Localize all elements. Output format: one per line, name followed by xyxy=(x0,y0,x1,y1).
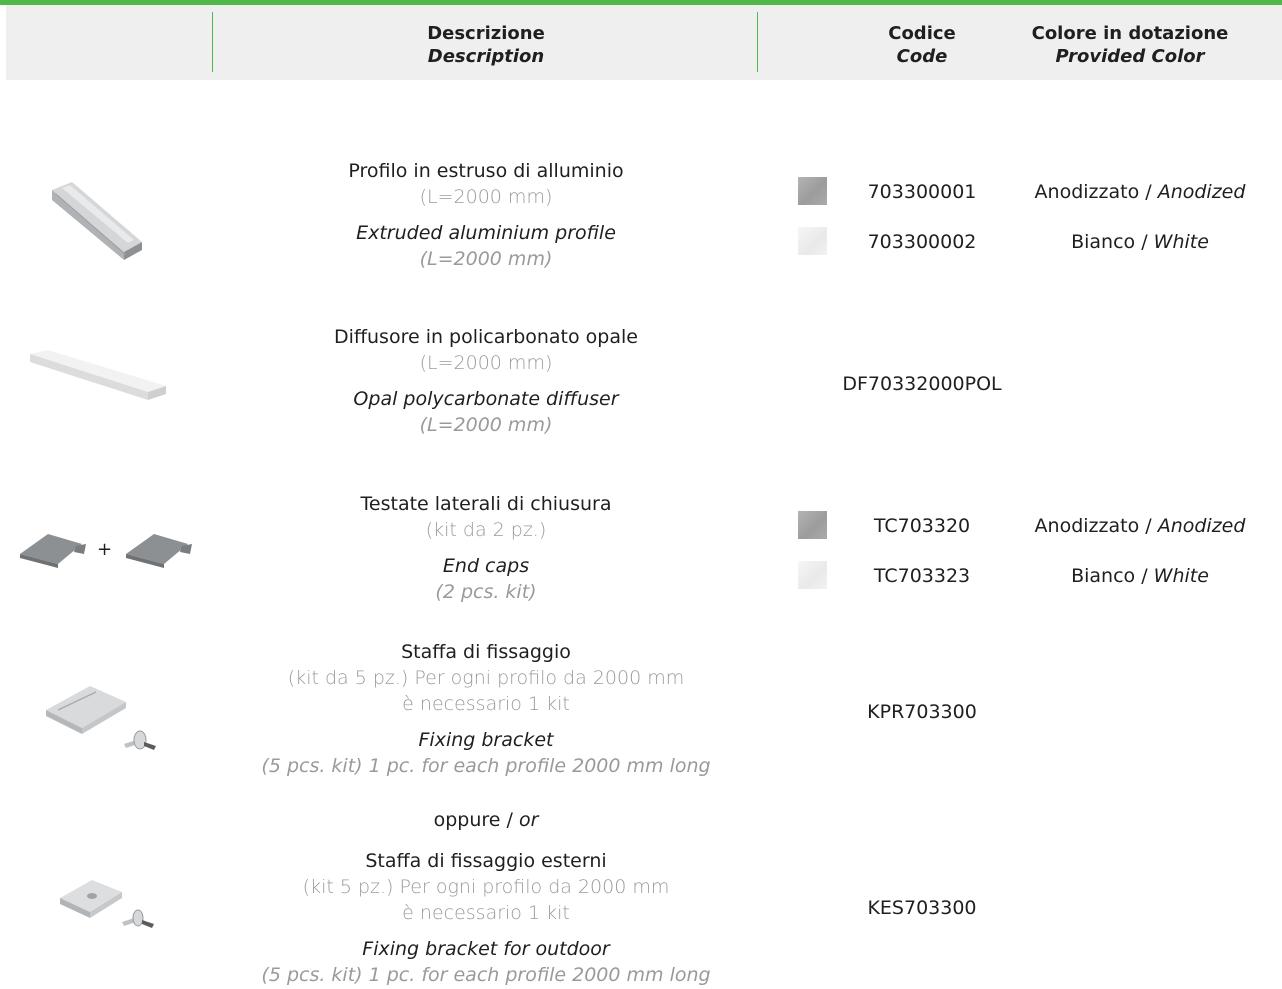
title-it: Diffusore in policarbonato opale xyxy=(334,326,638,348)
header-description xyxy=(286,22,686,68)
color-anodized: Anodizzato / Anodized xyxy=(1034,515,1246,537)
color-anodized: Anodizzato / Anodized xyxy=(1034,181,1246,203)
subtitle-it: (kit da 2 pz.) xyxy=(425,519,547,541)
row-endcaps-description xyxy=(286,491,686,605)
title-it: Staffa di fissaggio xyxy=(401,641,571,663)
code-703300001: 703300001 xyxy=(867,181,977,203)
fixing-bracket-image xyxy=(44,682,159,761)
outdoor-bracket-image xyxy=(58,876,158,940)
profile-image xyxy=(50,180,145,269)
subtitle-en: (2 pcs. kit) xyxy=(435,581,537,603)
white-swatch xyxy=(798,227,827,255)
color-white: Bianco / White xyxy=(1071,565,1209,587)
title-en: Opal polycarbonate diffuser xyxy=(353,388,619,410)
code-tc703320: TC703320 xyxy=(873,515,971,537)
subtitle-it-line1: (kit 5 pz.) Per ogni profilo da 2000 mm xyxy=(302,876,670,898)
code-df70332000pol: DF70332000POL xyxy=(842,373,1002,395)
header-description-it: Descrizione xyxy=(427,23,545,44)
end-cap-image xyxy=(18,530,88,574)
color-white: Bianco / White xyxy=(1071,231,1209,253)
subtitle-en: (5 pcs. kit) 1 pc. for each profile 2000 mm long xyxy=(261,964,711,986)
title-it: Testate laterali di chiusura xyxy=(360,493,612,515)
row-outdoor-bracket-description xyxy=(236,848,736,988)
subtitle-it-line2: è necessario 1 kit xyxy=(402,693,570,715)
code-tc703323: TC703323 xyxy=(873,565,971,587)
subtitle-en: (L=2000 mm) xyxy=(419,414,553,436)
row-profile-description xyxy=(286,158,686,272)
title-it: Staffa di fissaggio esterni xyxy=(365,850,607,872)
subtitle-it: (L=2000 mm) xyxy=(419,352,553,374)
header-description-en: Description xyxy=(427,46,545,67)
header-color-it: Colore in dotazione xyxy=(1031,23,1229,44)
subtitle-en: (L=2000 mm) xyxy=(419,248,553,270)
row-fixing-bracket-description xyxy=(236,639,736,779)
row-diffuser-description xyxy=(286,324,686,438)
title-en: Fixing bracket xyxy=(418,729,554,751)
title-en: End caps xyxy=(442,555,530,577)
code-kpr703300: KPR703300 xyxy=(867,701,977,723)
header-code-it: Codice xyxy=(888,23,956,44)
anodized-swatch xyxy=(798,177,827,205)
or-separator: oppure / or xyxy=(433,809,539,831)
end-cap-image xyxy=(124,530,194,574)
header-code xyxy=(822,22,1022,68)
subtitle-it: (L=2000 mm) xyxy=(419,186,553,208)
subtitle-it-line2: è necessario 1 kit xyxy=(402,902,570,924)
subtitle-en: (5 pcs. kit) 1 pc. for each profile 2000 mm long xyxy=(261,755,711,777)
code-kes703300: KES703300 xyxy=(867,897,977,919)
white-swatch xyxy=(798,561,827,589)
title-it: Profilo in estruso di alluminio xyxy=(348,160,624,182)
subtitle-it-line1: (kit da 5 pz.) Per ogni profilo da 2000 mm xyxy=(287,667,685,689)
header-color-en: Provided Color xyxy=(1055,46,1205,67)
code-703300002: 703300002 xyxy=(867,231,977,253)
anodized-swatch xyxy=(798,511,827,539)
diffuser-image xyxy=(28,348,168,412)
title-en: Fixing bracket for outdoor xyxy=(362,938,610,960)
title-en: Extruded aluminium profile xyxy=(356,222,616,244)
header-divider xyxy=(757,12,758,72)
header-code-en: Code xyxy=(896,46,948,67)
plus-sign: + xyxy=(97,539,113,560)
header-color xyxy=(1010,22,1250,68)
header-divider xyxy=(212,12,213,72)
table-header xyxy=(6,5,1282,80)
